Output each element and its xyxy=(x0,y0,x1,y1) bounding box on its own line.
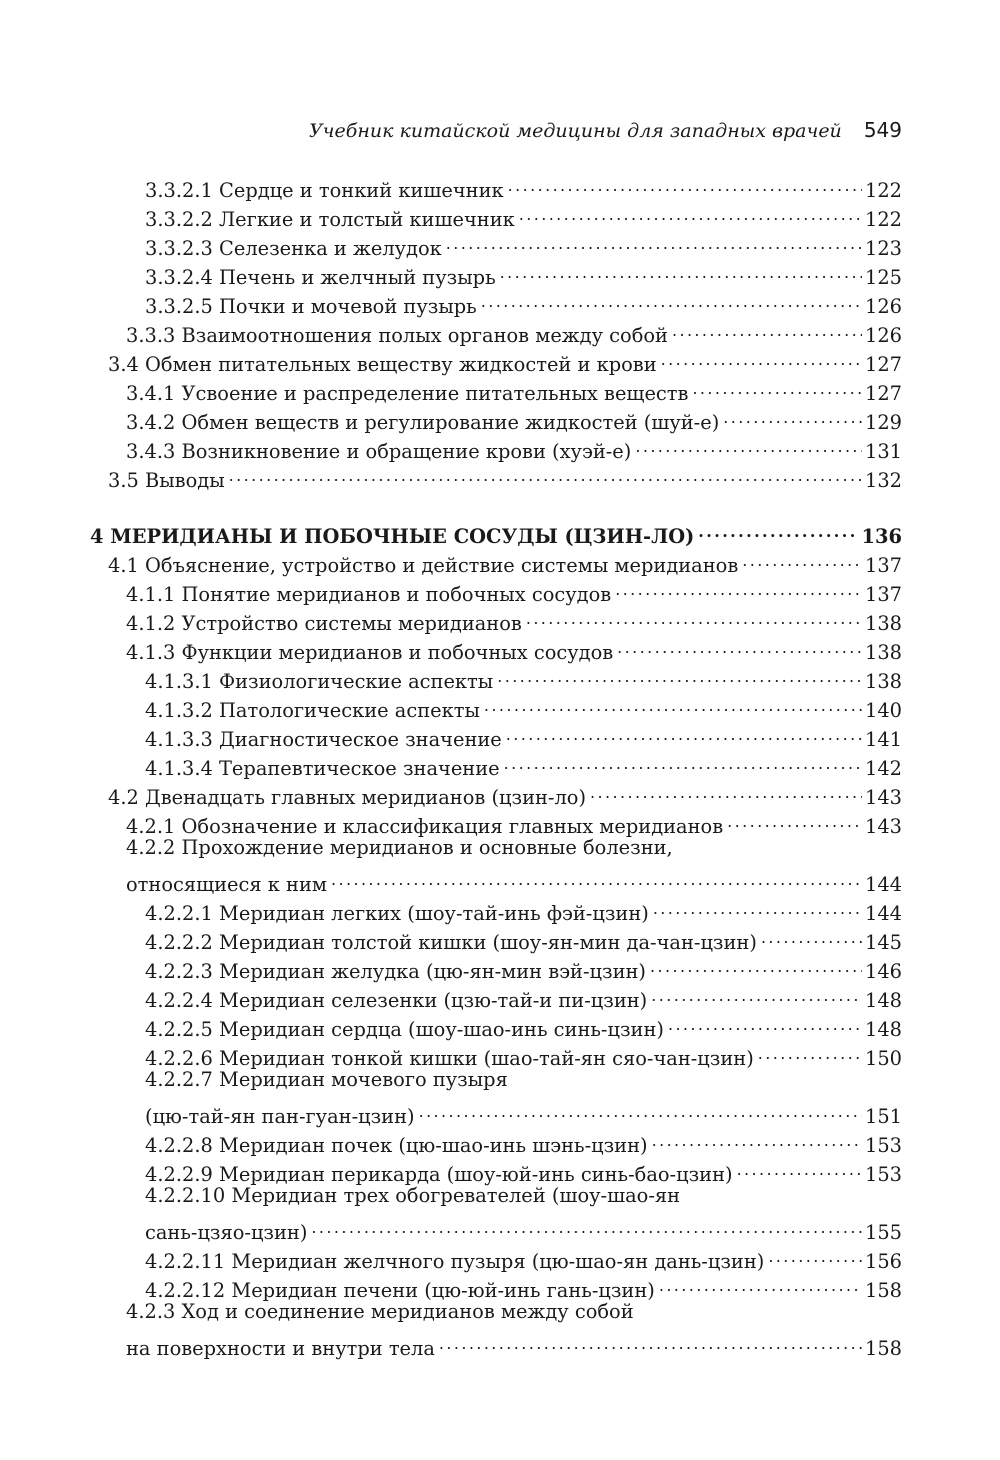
toc-entry[interactable] xyxy=(108,775,902,809)
toc-entry-page: 122 xyxy=(864,179,902,202)
toc-entry-page: 126 xyxy=(864,295,902,318)
toc-entry[interactable] xyxy=(126,601,902,635)
dot-leader xyxy=(508,168,862,197)
toc-entry-page: 144 xyxy=(864,873,902,896)
toc-entry-page: 136 xyxy=(861,525,902,548)
toc-entry-title-continued: относящиеся к ним xyxy=(126,873,327,896)
toc-entry-title: 4.2 Двенадцать главных меридианов (цзин-ло) xyxy=(108,786,587,809)
dot-leader xyxy=(692,371,862,400)
dot-leader xyxy=(331,862,862,891)
toc-entry[interactable] xyxy=(108,342,902,376)
toc-entry-title: 4.1 Объяснение, устройство и действие системы меридианов xyxy=(108,554,739,577)
toc-entry-title: 3.4.3 Возникновение и обращение крови (хуэй-е) xyxy=(126,440,632,463)
toc-entry[interactable] xyxy=(108,458,902,492)
toc-entry-title: 4.2.2.5 Меридиан сердца (шоу-шао-инь синь-цзин) xyxy=(145,1018,664,1041)
toc-entry-page: 131 xyxy=(864,440,902,463)
toc-entry-title: 4.1.3.3 Диагностическое значение xyxy=(145,728,502,751)
toc-entry[interactable] xyxy=(145,659,902,693)
toc-entry[interactable] xyxy=(145,1065,902,1128)
toc-entry[interactable] xyxy=(126,400,902,434)
toc-entry-title: 4.2.2.9 Меридиан перикарда (шоу-юй-инь синь-бао-цзин) xyxy=(145,1163,733,1186)
toc-entry-page: 138 xyxy=(864,670,902,693)
toc-entry[interactable] xyxy=(145,1181,902,1244)
dot-leader xyxy=(742,543,862,572)
toc-entry[interactable] xyxy=(145,226,902,260)
dot-leader xyxy=(698,514,858,543)
toc-entry[interactable] xyxy=(145,978,902,1012)
toc-entry-page: 158 xyxy=(864,1337,902,1360)
toc-entry-title: 3.3.2.2 Легкие и толстый кишечник xyxy=(145,208,515,231)
toc-entry[interactable] xyxy=(126,313,902,347)
toc-entry-page: 122 xyxy=(864,208,902,231)
toc-entry-page: 151 xyxy=(864,1105,902,1128)
dot-leader xyxy=(758,1036,862,1065)
toc-entry-title: 3.3.2.1 Сердце и тонкий кишечник xyxy=(145,179,504,202)
toc-entry-title: 4.2.3 Ход и соединение меридианов между собой xyxy=(126,1300,634,1323)
dot-leader xyxy=(668,1007,862,1036)
dot-leader xyxy=(661,342,862,371)
toc-entry-page: 137 xyxy=(864,554,902,577)
toc-entry-page: 153 xyxy=(864,1163,902,1186)
dot-leader xyxy=(768,1239,862,1268)
toc-entry-title-continued: сань-цзяо-цзин) xyxy=(145,1221,308,1244)
dot-leader xyxy=(590,775,862,804)
toc-entry-title: 4 МЕРИДИАНЫ И ПОБОЧНЫЕ СОСУДЫ (ЦЗИН-ЛО) xyxy=(90,525,695,548)
dot-leader xyxy=(419,1094,862,1123)
dot-leader xyxy=(229,458,862,487)
dot-leader xyxy=(737,1152,862,1181)
toc-entry-page: 123 xyxy=(864,237,902,260)
toc-entry-page: 127 xyxy=(864,353,902,376)
page-header xyxy=(108,118,902,152)
dot-leader xyxy=(446,226,862,255)
toc-entry-title: 4.1.3 Функции меридианов и побочных сосудов xyxy=(126,641,614,664)
toc-entry-page: 148 xyxy=(864,1018,902,1041)
toc-entry-page: 126 xyxy=(864,324,902,347)
toc-entry[interactable] xyxy=(126,371,902,405)
dot-leader xyxy=(519,197,862,226)
toc-entry-title: 4.1.1 Понятие меридианов и побочных сосудов xyxy=(126,583,612,606)
toc-entry-page: 138 xyxy=(864,612,902,635)
dot-leader xyxy=(506,717,862,746)
dot-leader xyxy=(526,601,862,630)
toc-entry[interactable] xyxy=(145,717,902,751)
dot-leader xyxy=(650,949,862,978)
toc-entry[interactable] xyxy=(145,891,902,925)
dot-leader xyxy=(652,1123,862,1152)
toc-entry[interactable] xyxy=(126,630,902,664)
toc-entry-page: 132 xyxy=(864,469,902,492)
toc-entry-title: 4.2.2.1 Меридиан легких (шоу-тай-инь фэй-цзин) xyxy=(145,902,649,925)
toc-entry-title: 4.1.3.1 Физиологические аспекты xyxy=(145,670,494,693)
dot-leader xyxy=(497,659,862,688)
toc-entry-page: 127 xyxy=(864,382,902,405)
dot-leader xyxy=(653,891,862,920)
toc-entry[interactable] xyxy=(145,1123,902,1157)
dot-leader xyxy=(504,746,862,775)
toc-entry-page: 148 xyxy=(864,989,902,1012)
toc-entry-title: 4.2.2.6 Меридиан тонкой кишки (шао-тай-ян сяо-чан-цзин) xyxy=(145,1047,754,1070)
toc-entry-page: 144 xyxy=(864,902,902,925)
toc-entry-page: 156 xyxy=(864,1250,902,1273)
dot-leader xyxy=(484,688,862,717)
toc-entry[interactable] xyxy=(145,949,902,983)
dot-leader xyxy=(615,572,862,601)
dot-leader xyxy=(617,630,862,659)
toc-chapter-entry[interactable] xyxy=(90,514,902,548)
toc-entry-title: 3.3.3 Взаимоотношения полых органов между собой xyxy=(126,324,668,347)
toc-entry-page: 142 xyxy=(864,757,902,780)
toc-entry-title: 4.2.2.10 Меридиан трех обогревателей (шоу-шао-ян xyxy=(145,1184,681,1207)
toc-entry-page: 150 xyxy=(864,1047,902,1070)
toc-entry-title: 4.2.2.3 Меридиан желудка (цю-ян-мин вэй-цзин) xyxy=(145,960,646,983)
toc-entry[interactable] xyxy=(145,1268,902,1302)
toc-entry-title: 4.1.3.4 Терапевтическое значение xyxy=(145,757,500,780)
toc-entry[interactable] xyxy=(145,1036,902,1070)
toc-entry-page: 141 xyxy=(864,728,902,751)
toc-entry[interactable] xyxy=(126,429,902,463)
page-number: 549 xyxy=(863,118,902,142)
toc-entry[interactable] xyxy=(145,746,902,780)
toc-entry-title: 3.4.1 Усвоение и распределение питательных веществ xyxy=(126,382,689,405)
toc-entry-title: 4.2.2 Прохождение меридианов и основные болезни, xyxy=(126,836,673,859)
dot-leader xyxy=(659,1268,862,1297)
toc-entry[interactable] xyxy=(145,1239,902,1273)
toc-entry-title: 3.3.2.5 Почки и мочевой пузырь xyxy=(145,295,477,318)
toc-entry-title: 4.1.2 Устройство системы меридианов xyxy=(126,612,522,635)
toc-entry-page: 146 xyxy=(864,960,902,983)
toc-entry-title: 3.5 Выводы xyxy=(108,469,225,492)
toc-entry[interactable] xyxy=(108,543,902,577)
toc-entry-page: 143 xyxy=(864,786,902,809)
dot-leader xyxy=(651,978,862,1007)
toc-entry-title: 4.2.2.2 Меридиан толстой кишки (шоу-ян-мин да-чан-цзин) xyxy=(145,931,757,954)
toc-entry[interactable] xyxy=(145,1007,902,1041)
toc-entry-title: 4.2.2.4 Меридиан селезенки (цзю-тай-и пи-цзин) xyxy=(145,989,648,1012)
dot-leader xyxy=(439,1326,862,1355)
toc-entry-title: 3.3.2.4 Печень и желчный пузырь xyxy=(145,266,496,289)
toc-entry[interactable] xyxy=(126,572,902,606)
toc-entry[interactable] xyxy=(145,255,902,289)
toc-entry-title: 4.2.2.12 Меридиан печени (цю-юй-инь гань-цзин) xyxy=(145,1279,655,1302)
toc-entry-title: 4.2.2.8 Меридиан почек (цю-шао-инь шэнь-цзин) xyxy=(145,1134,648,1157)
toc-entry-page: 140 xyxy=(864,699,902,722)
toc-entry[interactable] xyxy=(145,1152,902,1186)
toc-entry[interactable] xyxy=(145,168,902,202)
dot-leader xyxy=(723,400,862,429)
toc-entry[interactable] xyxy=(126,833,902,896)
dot-leader xyxy=(481,284,862,313)
toc-entry-page: 145 xyxy=(864,931,902,954)
toc-entry-page: 138 xyxy=(864,641,902,664)
toc-entry-title: 4.2.2.7 Меридиан мочевого пузыря xyxy=(145,1068,508,1091)
toc-entry-title: 4.2.2.11 Меридиан желчного пузыря (цю-шао-ян дань-цзин) xyxy=(145,1250,765,1273)
toc-entry-page: 125 xyxy=(864,266,902,289)
toc-entry-page: 143 xyxy=(864,815,902,838)
dot-leader xyxy=(672,313,862,342)
toc-entry[interactable] xyxy=(126,804,902,838)
toc-entry-title: 3.4.2 Обмен веществ и регулирование жидкостей (шуй-е) xyxy=(126,411,720,434)
toc-entry[interactable] xyxy=(126,1297,902,1360)
toc-entry-page: 137 xyxy=(864,583,902,606)
toc-entry-title-continued: (цю-тай-ян пан-гуан-цзин) xyxy=(145,1105,415,1128)
toc-entry[interactable] xyxy=(145,688,902,722)
dot-leader xyxy=(311,1210,862,1239)
dot-leader xyxy=(500,255,862,284)
running-title: Учебник китайской медицины для западных врачей xyxy=(308,120,842,142)
toc-entry-title: 3.3.2.3 Селезенка и желудок xyxy=(145,237,442,260)
toc-entry[interactable] xyxy=(145,284,902,318)
toc-entry[interactable] xyxy=(145,197,902,231)
toc-entry[interactable] xyxy=(145,920,902,954)
toc-entry-page: 158 xyxy=(864,1279,902,1302)
toc-entry-title-continued: на поверхности и внутри тела xyxy=(126,1337,435,1360)
toc-entry-title: 4.2.1 Обозначение и классификация главных меридианов xyxy=(126,815,724,838)
dot-leader xyxy=(727,804,862,833)
dot-leader xyxy=(761,920,862,949)
toc-entry-page: 155 xyxy=(864,1221,902,1244)
dot-leader xyxy=(635,429,862,458)
toc-entry-title: 4.1.3.2 Патологические аспекты xyxy=(145,699,480,722)
toc-entry-page: 129 xyxy=(864,411,902,434)
toc-entry-page: 153 xyxy=(864,1134,902,1157)
toc-entry-title: 3.4 Обмен питательных веществу жидкостей и крови xyxy=(108,353,657,376)
